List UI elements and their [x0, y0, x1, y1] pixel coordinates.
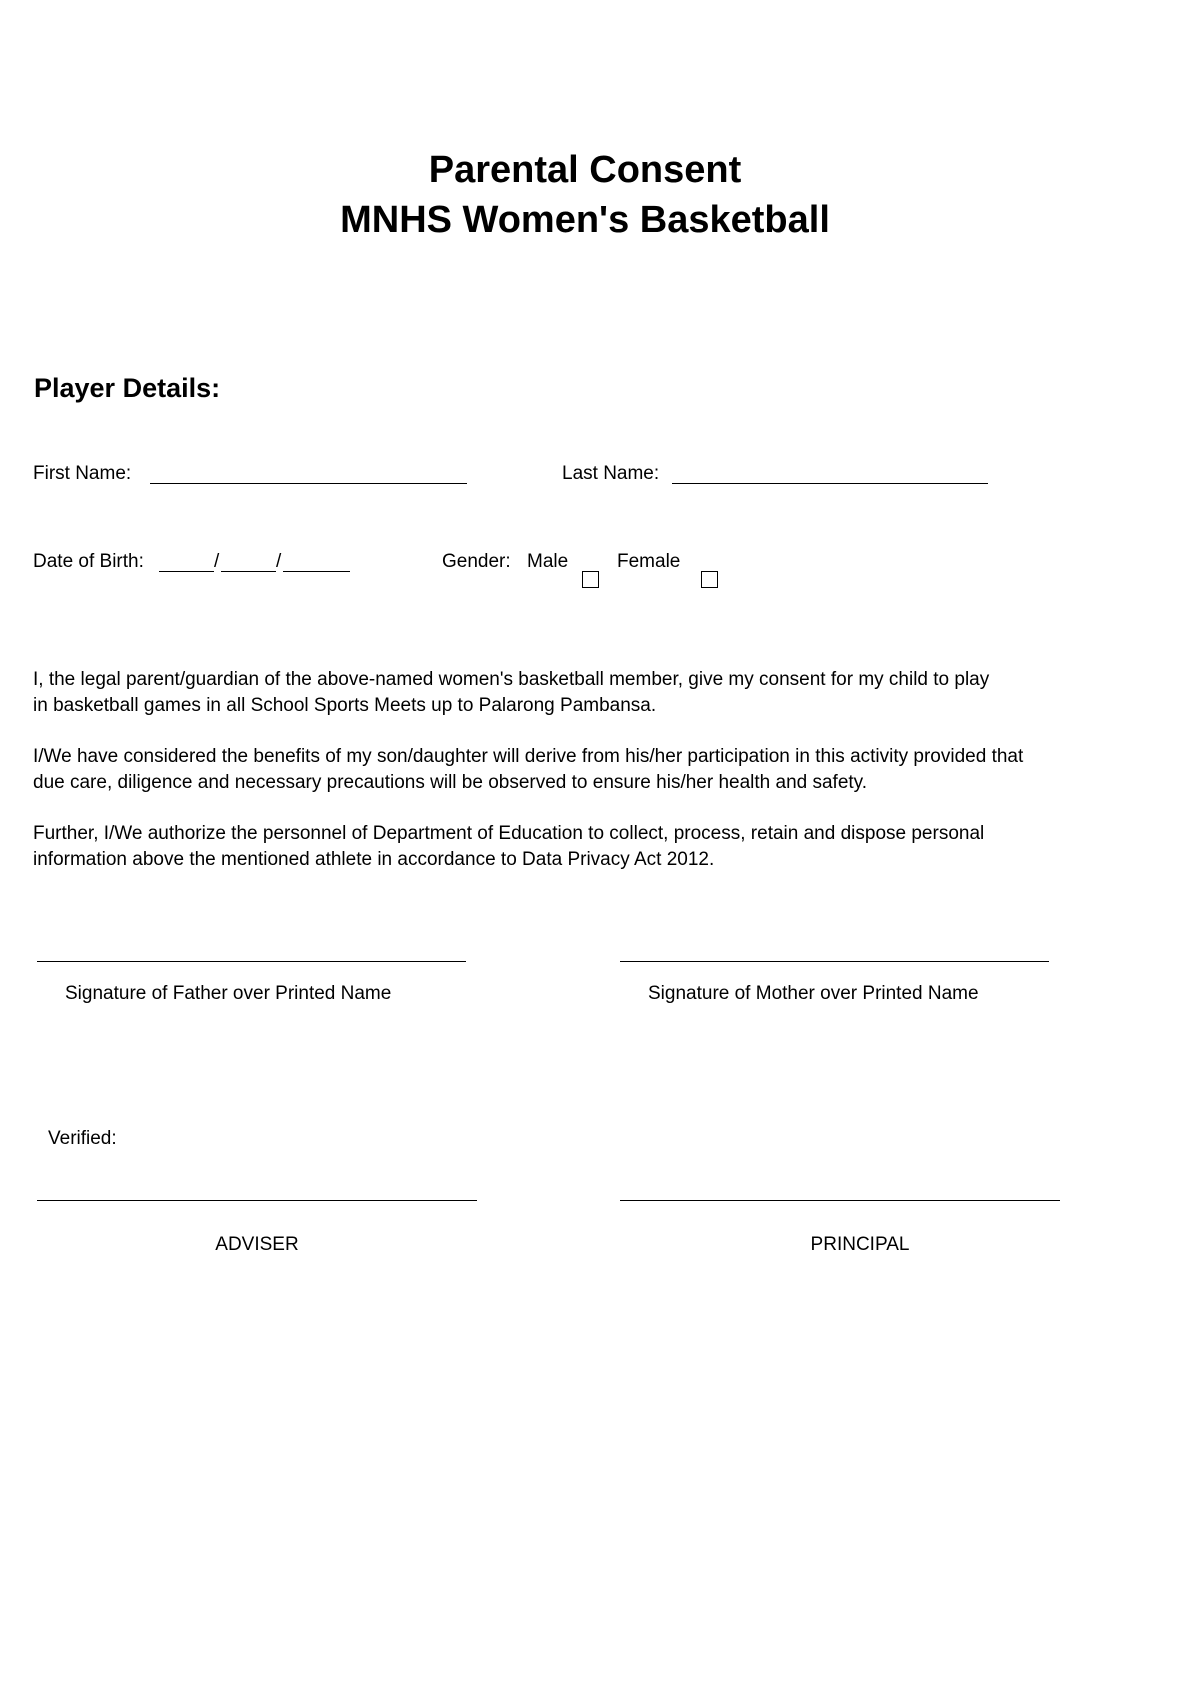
last-name-label: Last Name: [562, 463, 660, 484]
verified-label: Verified: [48, 1128, 117, 1149]
consent-paragraph-1 [33, 667, 1143, 718]
female-checkbox[interactable] [701, 571, 718, 588]
male-checkbox[interactable] [582, 571, 599, 588]
consent-paragraph-1-line-1: I, the legal parent/guardian of the above-named women's basketball member, give my consent for my child to play [33, 669, 990, 690]
adviser-signature-line[interactable] [37, 1200, 477, 1201]
consent-paragraph-3 [33, 821, 1143, 872]
consent-paragraph-2-line-2: due care, diligence and necessary precautions will be observed to ensure his/her health and safety. [33, 771, 868, 793]
consent-paragraph-2-line-1: I/We have considered the benefits of my son/daughter will derive from his/her participation in this activity provided that [33, 746, 1024, 767]
player-details-heading: Player Details: [34, 373, 221, 403]
principal-label: PRINCIPAL [810, 1234, 910, 1255]
first-name-label: First Name: [33, 463, 132, 484]
consent-paragraph-3-line-2: information above the mentioned athlete in accordance to Data Privacy Act 2012. [33, 848, 715, 870]
father-signature-label: Signature of Father over Printed Name [65, 983, 392, 1004]
dob-label: Date of Birth: [33, 551, 144, 572]
last-name-field[interactable] [672, 464, 988, 484]
dob-year-field[interactable] [283, 552, 350, 572]
consent-paragraph-3-line-1: Further, I/We authorize the personnel of Department of Education to collect, process, retain and dispose personal [33, 823, 985, 844]
consent-paragraph-1-line-2: in basketball games in all School Sports Meets up to Palarong Pambansa. [33, 694, 657, 716]
first-name-field[interactable] [150, 464, 467, 484]
father-signature-line[interactable] [37, 961, 466, 962]
dob-separator-2: / [276, 551, 282, 572]
page-title-line1: Parental Consent [428, 149, 742, 191]
consent-paragraph-2 [33, 744, 1143, 795]
mother-signature-line[interactable] [620, 961, 1049, 962]
dob-separator-1: / [214, 551, 220, 572]
dob-day-field[interactable] [221, 552, 276, 572]
gender-label: Gender: [442, 551, 511, 572]
adviser-label: ADVISER [215, 1234, 299, 1255]
principal-signature-line[interactable] [620, 1200, 1060, 1201]
dob-month-field[interactable] [159, 552, 214, 572]
mother-signature-label: Signature of Mother over Printed Name [648, 983, 979, 1004]
page-title-line2: MNHS Women's Basketball [340, 199, 830, 241]
female-label: Female [617, 551, 681, 572]
male-label: Male [527, 551, 569, 572]
